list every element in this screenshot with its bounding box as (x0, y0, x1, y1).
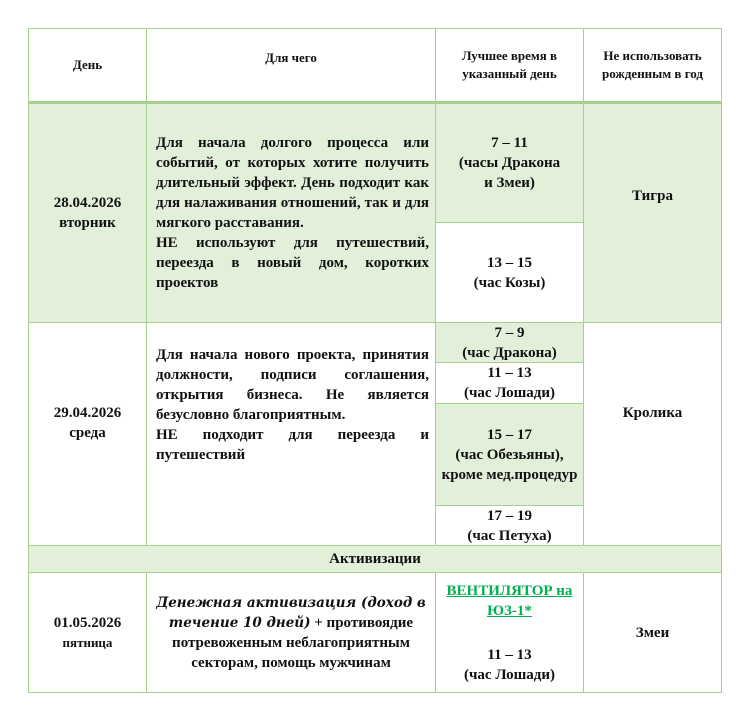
row2-avoid: Кролика (583, 322, 722, 546)
hour-label: (час Лошади) (463, 666, 556, 683)
time-slot (435, 505, 584, 546)
purpose-not: НЕ используют для путешествий, переезда в новый дом, коротких проектов (156, 235, 429, 291)
hours: 13 – 15 (487, 254, 532, 271)
hour-label: (час Козы) (473, 274, 546, 291)
row1-purpose (146, 103, 436, 323)
time-slot (435, 403, 584, 506)
header-purpose: Для чего (146, 28, 436, 104)
ventilator-link[interactable]: ВЕНТИЛЯТОР на ЮЗ-1* (446, 582, 573, 619)
weekday: среда (69, 425, 106, 441)
row1-day (28, 103, 147, 323)
activation-time (435, 572, 584, 693)
header-avoid: Не использовать рожденным в год (583, 28, 722, 104)
purpose-text: Для начала долгого процесса или событий, от которых хотите получить длительный эффект. День подходит как для налаживания отношений, так и для мягкого расставания. (156, 135, 429, 231)
date: 28.04.2026 (53, 195, 122, 211)
time-slot (435, 322, 584, 363)
hours: 11 – 13 (487, 365, 532, 381)
hours: 17 – 19 (487, 507, 532, 524)
header-day: День (28, 28, 147, 104)
section-activations: Активизации (28, 545, 722, 573)
hour-label: (час Петуха) (467, 527, 552, 544)
row1-avoid: Тигра (583, 103, 722, 323)
purpose-not: НЕ подходит для переезда и путешествий (156, 427, 429, 463)
hour-label: (час Дракона) (462, 344, 557, 361)
weekday: вторник (59, 215, 116, 231)
activation-purpose (146, 572, 436, 693)
hour-label: (час Лошади) (463, 385, 556, 401)
hours: 11 – 13 (487, 646, 532, 663)
row2-day (28, 322, 147, 546)
hours: 7 – 11 (491, 135, 528, 151)
hours: 15 – 17 (487, 426, 532, 443)
row2-purpose (146, 322, 436, 546)
activation-avoid: Змеи (583, 572, 722, 693)
date: 29.04.2026 (53, 405, 122, 421)
header-best-time: Лучшее время в указанный день (435, 28, 584, 104)
time-slot (435, 362, 584, 404)
purpose-rest: + противоядие потревоженным неблагоприятным секторам, помощь мужчинам (172, 614, 414, 671)
time-slot (435, 222, 584, 323)
time-slot (435, 103, 584, 223)
date: 01.05.2026 (53, 614, 122, 631)
activation-day (28, 572, 147, 693)
purpose-italic: Денежная активизация (доход в течение 10 дней) (156, 594, 426, 631)
hours: 7 – 9 (494, 324, 525, 341)
weekday: пятница (62, 634, 113, 650)
purpose-text: Для начала нового проекта, принятия должности, подписи соглашения, открытия бизнеса. Не является безусловно благоприятным. (156, 347, 429, 423)
hour-label: (час Обезьяны), кроме мед.процедур (441, 446, 578, 483)
hour-label: (часы Дракона и Змеи) (458, 155, 561, 191)
